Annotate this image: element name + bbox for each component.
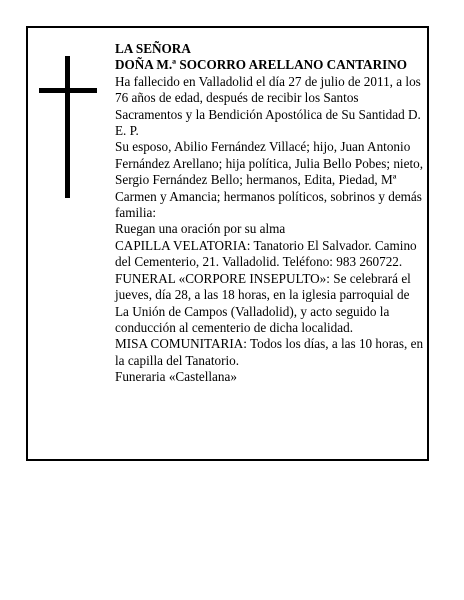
- prayer-request: Ruegan una oración por su alma: [115, 221, 286, 237]
- cross-vertical-bar: [65, 56, 70, 198]
- obituary-notice: [26, 26, 429, 461]
- notice-title: LA SEÑORA: [115, 41, 191, 56]
- cross-horizontal-bar: [39, 88, 97, 93]
- death-info: Ha fallecido en Valladolid el día 27 de julio de 2011, a los 76 años de edad, después de recibir los Santos Sacramentos y la Bendición Apostólica de Su Santidad D. E. P.: [115, 73, 421, 139]
- latin-cross-icon: [39, 56, 99, 198]
- funeral-info: FUNERAL «CORPORE INSEPULTO»: Se celebrará el jueves, día 28, a las 18 horas, en la iglesia parroquial de La Unión de Campos (Valladolid), y acto seguido la conducción al cementerio de dicha localidad.: [115, 270, 411, 335]
- funeral-home: Funeraria «Castellana»: [115, 369, 237, 385]
- mass-info: MISA COMUNITARIA: Todos los días, a las 10 horas, en la capilla del Tanatorio.: [115, 336, 424, 368]
- notice-text: [115, 41, 425, 386]
- family-list: Su esposo, Abilio Fernández Villacé; hijo, Juan Antonio Fernández Arellano; hija política, Julia Bello Pobes; nieto, Sergio Fernández Bello; hermanos, Edita, Piedad, Mª Carmen y Amancia; hermanos políticos, sobrinos y demás familia:: [115, 139, 424, 221]
- deceased-name: DOÑA M.ª SOCORRO ARELLANO CANTARINO: [115, 57, 408, 73]
- chapel-info: CAPILLA VELATORIA: Tanatorio El Salvador. Camino del Cementerio, 21. Valladolid. Teléfono: 983 260722.: [115, 237, 417, 270]
